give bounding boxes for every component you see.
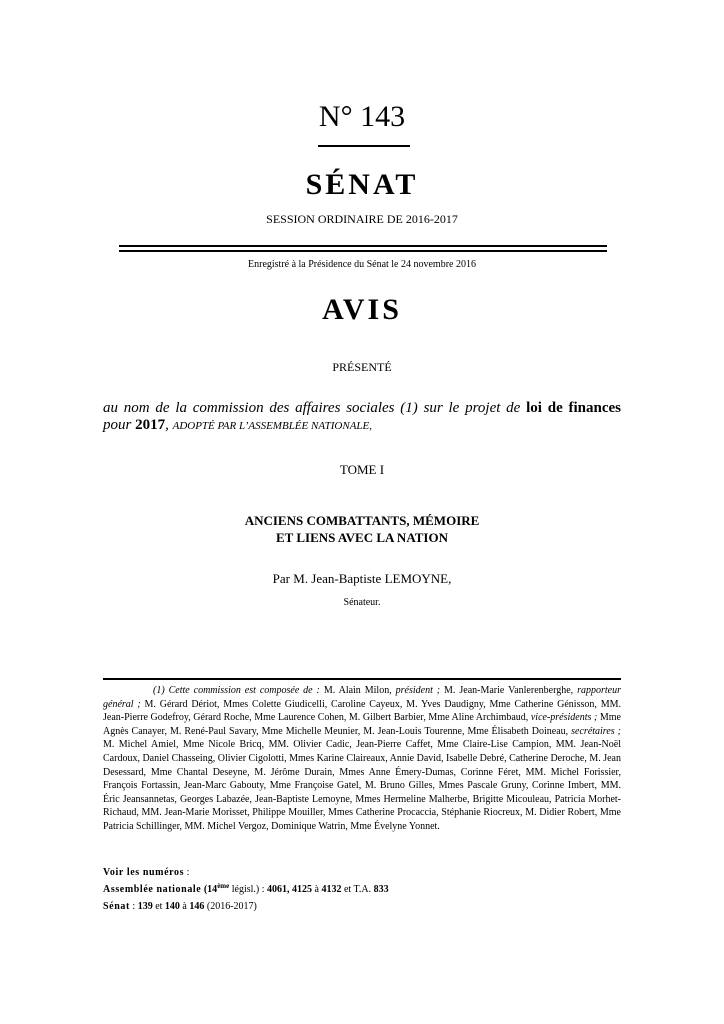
adopted-note: ADOPTÉ PAR L’ASSEMBLÉE NATIONALE, [172, 420, 373, 432]
topic-line-2: ET LIENS AVEC LA NATION [276, 530, 448, 545]
references-heading: Voir les numéros : [103, 867, 190, 878]
double-rule-top [119, 245, 607, 247]
document-type-title: AVIS [322, 293, 402, 326]
registration-line: Enregistré à la Présidence du Sénat le 24 novembre 2016 [248, 259, 476, 270]
references-senat: Sénat : 139 et 140 à 146 (2016-2017) [103, 901, 257, 912]
footnote-separator [103, 678, 621, 680]
topic-line-1: ANCIENS COMBATTANTS, MÉMOIRE [244, 513, 480, 528]
session-line: SESSION ORDINAIRE DE 2016-2017 [266, 212, 458, 226]
double-rule-bottom [119, 250, 607, 252]
references-assemblee: Assemblée nationale (14ème législ.) : 4061, 4125 à 4132 et T.A. 833 [103, 882, 389, 895]
author-role: Sénateur. [343, 597, 381, 608]
bill-name: loi de finances [526, 400, 621, 416]
footnote-intro: (1) Cette commission est composée de : [153, 685, 320, 696]
number-underline [318, 145, 410, 147]
bill-year: 2017 [135, 417, 166, 433]
tome-label: TOME I [339, 462, 385, 477]
document-number: N° 143 [318, 100, 406, 133]
chamber-title: SÉNAT [305, 168, 419, 201]
author-line: Par M. Jean-Baptiste LEMOYNE, [272, 571, 452, 586]
topic-title [0, 512, 724, 546]
commission-footnote: (1) Cette commission est composée de : M. Alain Milon, président ; M. Jean-Marie Vanlerenberghe, rapporteur général ; M. Gérard Dériot, Mmes Colette Giudicelli, Caroline Cayeux, M. Yves Daudigny, Mme Catherine Génisson, MM. Jean-Pierre Godefroy, Gérard Roche, Mme Laurence Cohen, M. Gilbert Barbier, Mme Aline Archimbaud, vice-présidents ; Mme Agnès Canayer, M. René-Paul Savary, Mme Michelle Meunier, M. Jean-Louis Tourenne, Mme Élisabeth Doineau, secrétaires ; M. Michel Amiel, Mme Nicole Bricq, MM. Olivier Cadic, Jean-Pierre Caffet, Mme Claire-Lise Campion, MM. Jean-Noël Cardoux, Daniel Chasseing, Olivier Cigolotti, Mmes Karine Claireaux, Annie David, Isabelle Debré, Catherine Deroche, M. Jean Desessard, Mme Chantal Deseyne, M. Jérôme Durain, Mmes Anne Émery-Dumas, Corinne Féret, MM. Michel Forissier, François Fortassin, Jean-Marc Gabouty, Mme Françoise Gatel, M. Bruno Gilles, Mmes Pascale Gruny, Corinne Imbert, MM. Éric Jeansannetas, Georges Labazée, Jean-Baptiste Lemoyne, Mmes Hermeline Malherbe, Brigitte Micouleau, Patricia Morhet-Richaud, MM. Jean-Marie Morisset, Philippe Mouiller, Mmes Catherine Procaccia, Stéphanie Riocreux, M. Didier Robert, Mme Patricia Schillinger, MM. Michel Vergoz, Dominique Watrin, Mme Évelyne Yonnet. [103, 685, 621, 832]
presented-label: PRÉSENTÉ [332, 360, 392, 374]
references-block [103, 864, 621, 915]
subject-paragraph: au nom de la commission des affaires sociales (1) sur le projet de loi de finances pour 2017, ADOPTÉ PAR L’ASSEMBLÉE NATIONALE, [103, 400, 621, 433]
